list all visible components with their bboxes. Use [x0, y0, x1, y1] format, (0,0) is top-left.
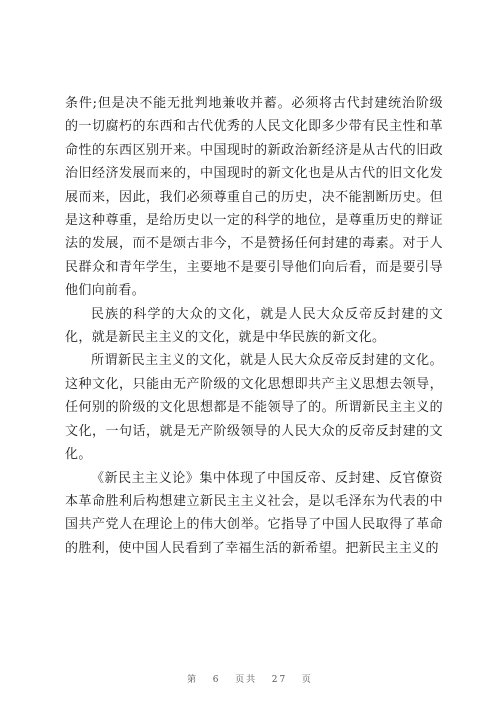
paragraph-4: 《新民主主义论》集中体现了中国反帝、反封建、反官僚资本革命胜利后构想建立新民主主义社会，是以毛泽东为代表的中国共产党人在理论上的伟大创举。它指导了中国人民取得了革命的胜利，使中国人民看到了幸福生活的新希望。把新民主主义的 — [65, 470, 443, 556]
footer-middle: 页共 — [235, 675, 258, 685]
footer-total-pages: 27 — [271, 675, 288, 685]
body-text — [65, 92, 443, 560]
footer-prefix: 第 — [187, 675, 199, 685]
paragraph-3: 所谓新民主主义的文化，就是人民大众反帝反封建的文化。这种文化，只能由无产阶级的文化思想即共产主义思想去领导，任何别的阶级的文化思想都是不能领导了的。所谓新民主主义的文化，一句话，就是无产阶级领导的人民大众的反帝反封建的文化。 — [65, 353, 443, 463]
paragraph-1: 条件;但是决不能无批判地兼收并蓄。必须将古代封建统治阶级的一切腐朽的东西和古代优秀的人民文化即多少带有民主性和革命性的东西区别开来。中国现时的新政治新经济是从古代的旧政治旧经济发展而来的，中国现时的新文化也是从古代的旧文化发展而来，因此，我们必须尊重自己的历史，决不能割断历史。但是这种尊重，是给历史以一定的科学的地位，是尊重历史的辩证法的发展，而不是颂古非今，不是赞扬任何封建的毒素。对于人民群众和青年学生，主要地不是要引导他们向后看，而是要引导他们向前看。 — [65, 96, 443, 299]
footer-suffix: 页 — [301, 675, 313, 685]
footer-page-number: 6 — [212, 675, 221, 685]
paragraph-2: 民族的科学的大众的文化，就是人民大众反帝反封建的文化，就是新民主主义的文化，就是中华民族的新文化。 — [65, 306, 443, 346]
page-footer — [0, 672, 500, 685]
